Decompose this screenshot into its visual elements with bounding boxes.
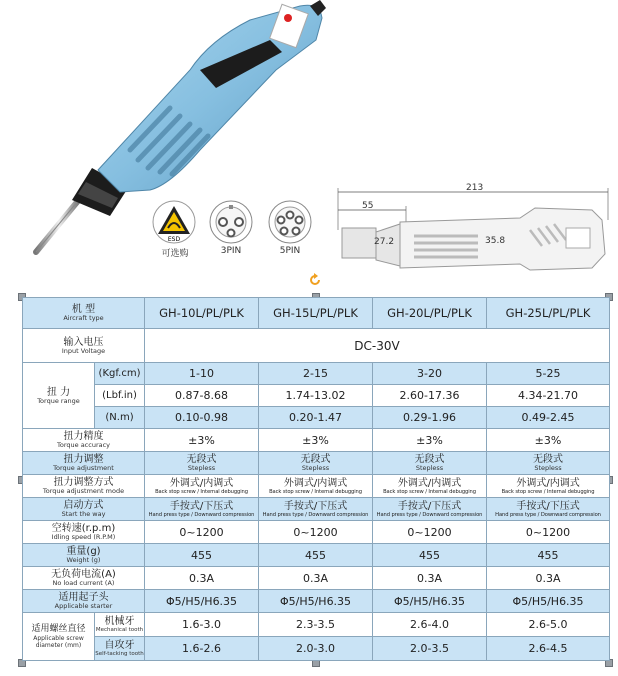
- table-cell: 0.10-0.98: [145, 407, 259, 429]
- torque-unit: (N.m): [95, 407, 145, 429]
- table-cell: [145, 475, 259, 498]
- table-cell: Φ5/H5/H6.35: [145, 590, 259, 613]
- table-cell: [259, 475, 373, 498]
- table-cell: ±3%: [487, 429, 610, 452]
- voltage-value: DC-30V: [145, 329, 610, 363]
- voltage-label-cell: [23, 329, 145, 363]
- table-cell: [259, 498, 373, 521]
- starter-cn: 适用起子头: [58, 592, 109, 603]
- table-row-speed: [23, 521, 610, 544]
- adjustment-value-en: Stepless: [534, 464, 562, 472]
- adjustment-value-cn: 无段式: [414, 454, 445, 465]
- torque-en: Torque range: [37, 396, 80, 405]
- option-label-3pin: 3PIN: [220, 246, 242, 256]
- start-value-en: Hand press type / Downward compression: [495, 511, 601, 518]
- table-cell: [373, 498, 487, 521]
- table-cell: 2.6-5.0: [487, 613, 610, 637]
- 5pin-connector-icon: [268, 200, 312, 244]
- screw-cn: 适用螺丝直径: [31, 624, 86, 634]
- dim-nose-diameter: 27.2: [374, 237, 395, 247]
- model-header: GH-25L/PL/PLK: [487, 298, 610, 329]
- screw-type-en: Self-tacking tooth: [95, 650, 144, 657]
- adjustment-value-en: Stepless: [415, 464, 444, 472]
- option-label-esd: 可选购: [161, 249, 189, 259]
- start-cn: 启动方式: [63, 500, 104, 511]
- accuracy-label-cell: [23, 429, 145, 452]
- table-cell: Φ5/H5/H6.35: [259, 590, 373, 613]
- dimension-drawing: [330, 180, 618, 280]
- start-value-cn: 手按式/下压式: [169, 500, 234, 512]
- table-cell: 5-25: [487, 363, 610, 385]
- table-cell: Φ5/H5/H6.35: [487, 590, 610, 613]
- table-row-start: [23, 498, 610, 521]
- table-cell: [373, 475, 487, 498]
- spec-table: [22, 297, 610, 661]
- table-cell: 0~1200: [145, 521, 259, 544]
- speed-en: Idling speed (R.P.M): [51, 533, 116, 541]
- table-row-noload: [23, 567, 610, 590]
- table-cell: 2-15: [259, 363, 373, 385]
- table-cell: 2.0-3.0: [259, 637, 373, 661]
- table-row-voltage: [23, 329, 610, 363]
- start-value-cn: 手按式/下压式: [516, 500, 580, 512]
- table-cell: 0.3A: [487, 567, 610, 590]
- accuracy-en: Torque accuracy: [56, 441, 111, 449]
- adjustment-value-cn: 无段式: [533, 454, 564, 465]
- table-cell: 2.0-3.5: [373, 637, 487, 661]
- screw-type-cn: 自攻牙: [104, 639, 135, 651]
- table-cell: [145, 498, 259, 521]
- table-cell: 4.34-21.70: [487, 385, 610, 407]
- table-cell: [487, 498, 610, 521]
- speed-cn: 空转速(r.p.m): [51, 523, 116, 534]
- table-row-torque-nm: [23, 407, 610, 429]
- adj-mode-value-en: Back stop screw / Internal debugging: [501, 488, 595, 495]
- table-cell: 0.87-8.68: [145, 385, 259, 407]
- start-value-cn: 手按式/下压式: [283, 500, 348, 512]
- screw-type-cell: [95, 637, 145, 661]
- adjustment-value-cn: 无段式: [186, 454, 217, 465]
- table-cell: 1.74-13.02: [259, 385, 373, 407]
- esd-icon: [152, 200, 196, 244]
- adj-mode-value-en: Back stop screw / Internal debugging: [155, 488, 248, 495]
- adj-mode-value-en: Back stop screw / Internal debugging: [383, 488, 476, 495]
- option-label-5pin: 5PIN: [279, 246, 301, 256]
- table-cell: ±3%: [145, 429, 259, 452]
- adj-mode-label-cell: [23, 475, 145, 498]
- torque-label-cell: [23, 363, 95, 429]
- table-cell: 0.3A: [373, 567, 487, 590]
- header-cn: 机 型: [71, 304, 96, 315]
- adjustment-value-en: Stepless: [187, 464, 216, 472]
- product-image-area: [0, 0, 618, 290]
- model-header: GH-20L/PL/PLK: [373, 298, 487, 329]
- table-cell: 0.20-1.47: [259, 407, 373, 429]
- start-value-en: Hand press type / Downward compression: [262, 511, 369, 518]
- table-cell: 2.6-4.5: [487, 637, 610, 661]
- start-en: Start the way: [61, 510, 106, 518]
- table-row-weight: [23, 544, 610, 567]
- table-cell: 455: [373, 544, 487, 567]
- table-cell: [373, 452, 487, 475]
- noload-en: No load current (A): [52, 579, 115, 587]
- adjustment-en: Torque adjustment: [53, 464, 114, 472]
- table-cell: ±3%: [259, 429, 373, 452]
- adj-mode-value-cn: 外调式/内调式: [169, 477, 234, 489]
- table-row-screw-selftapping: [23, 637, 610, 661]
- table-row-accuracy: [23, 429, 610, 452]
- table-row-torque-lbf: [23, 385, 610, 407]
- adj-mode-value-cn: 外调式/内调式: [516, 477, 580, 489]
- table-row-adjustment: [23, 452, 610, 475]
- table-cell: 1.6-3.0: [145, 613, 259, 637]
- adjustment-label-cell: [23, 452, 145, 475]
- screw-type-cell: [95, 613, 145, 637]
- voltage-cn: 输入电压: [63, 336, 104, 348]
- screw-type-en: Mechanical tooth: [95, 626, 144, 633]
- table-cell: 455: [145, 544, 259, 567]
- start-value-en: Hand press type / Downward compression: [148, 511, 255, 518]
- screw-label-cell: [23, 613, 95, 661]
- 3pin-connector-icon: [209, 200, 253, 244]
- torque-unit: (Kgf.cm): [95, 363, 145, 385]
- dim-total: 213: [466, 183, 484, 193]
- table-cell: Φ5/H5/H6.35: [373, 590, 487, 613]
- start-value-cn: 手按式/下压式: [397, 500, 462, 512]
- start-label-cell: [23, 498, 145, 521]
- noload-label-cell: [23, 567, 145, 590]
- adjustment-value-cn: 无段式: [300, 454, 331, 465]
- adj-mode-value-cn: 外调式/内调式: [397, 477, 462, 489]
- table-cell: 0.49-2.45: [487, 407, 610, 429]
- table-row-starter: [23, 590, 610, 613]
- esd-label: ESD: [167, 236, 181, 243]
- torque-cn: 扭 力: [46, 386, 71, 398]
- dim-body-diameter: 35.8: [485, 236, 506, 246]
- table-cell: [487, 475, 610, 498]
- table-cell: 0~1200: [373, 521, 487, 544]
- table-cell: 2.3-3.5: [259, 613, 373, 637]
- weight-label-cell: [23, 544, 145, 567]
- screw-type-cn: 机械牙: [104, 615, 135, 627]
- table-row-adjustment-mode: [23, 475, 610, 498]
- model-header: GH-15L/PL/PLK: [259, 298, 373, 329]
- accuracy-cn: 扭力精度: [63, 431, 104, 442]
- starter-en: Applicable starter: [54, 602, 113, 610]
- table-cell: 455: [259, 544, 373, 567]
- table-cell: 0.3A: [145, 567, 259, 590]
- table-cell: 455: [487, 544, 610, 567]
- table-cell: 0.3A: [259, 567, 373, 590]
- table-cell: 0.29-1.96: [373, 407, 487, 429]
- header-en: Aircraft type: [63, 314, 104, 322]
- table-cell: 3-20: [373, 363, 487, 385]
- table-cell: ±3%: [373, 429, 487, 452]
- adj-mode-value-cn: 外调式/内调式: [283, 477, 348, 489]
- header-label-cell: [23, 298, 145, 329]
- adj-mode-en: Torque adjustment mode: [42, 487, 125, 495]
- table-cell: [145, 452, 259, 475]
- table-cell: 2.60-17.36: [373, 385, 487, 407]
- rotate-handle-icon[interactable]: [308, 273, 322, 287]
- adjustment-cn: 扭力调整: [63, 454, 104, 465]
- torque-unit: (Lbf.in): [95, 385, 145, 407]
- adj-mode-cn: 扭力调整方式: [53, 477, 114, 488]
- speed-label-cell: [23, 521, 145, 544]
- table-cell: 0~1200: [259, 521, 373, 544]
- table-cell: 1-10: [145, 363, 259, 385]
- voltage-en: Input Voltage: [61, 346, 106, 355]
- screw-en: Applicable screw diameter (mm): [33, 635, 84, 649]
- weight-cn: 重量(g): [66, 546, 101, 557]
- noload-cn: 无负荷电流(A): [51, 569, 116, 580]
- adj-mode-value-en: Back stop screw / Internal debugging: [269, 488, 362, 495]
- table-row-torque-kgf: [23, 363, 610, 385]
- weight-en: Weight (g): [66, 556, 101, 564]
- table-row-header: [23, 298, 610, 329]
- dim-front: 55: [362, 201, 374, 211]
- table-cell: 0~1200: [487, 521, 610, 544]
- table-cell: 2.6-4.0: [373, 613, 487, 637]
- adjustment-value-en: Stepless: [301, 464, 330, 472]
- start-value-en: Hand press type / Downward compression: [376, 511, 483, 518]
- table-cell: [259, 452, 373, 475]
- model-header: GH-10L/PL/PLK: [145, 298, 259, 329]
- table-row-screw-mechanical: [23, 613, 610, 637]
- table-cell: 1.6-2.6: [145, 637, 259, 661]
- table-cell: [487, 452, 610, 475]
- starter-label-cell: [23, 590, 145, 613]
